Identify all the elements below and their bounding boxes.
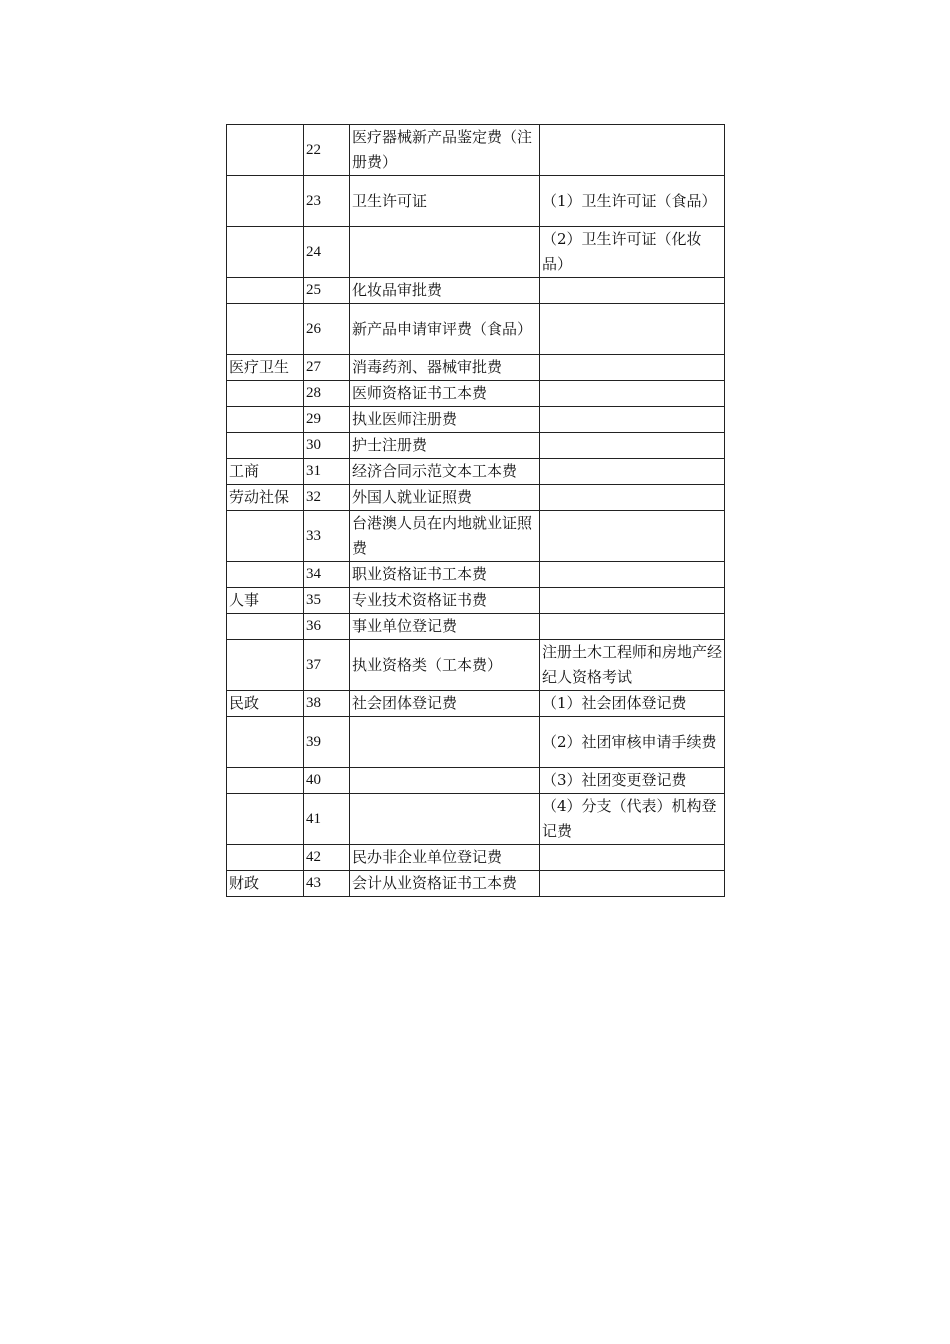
- number-cell: 28: [304, 381, 350, 407]
- fee-item-cell: 执业医师注册费: [350, 407, 540, 433]
- fee-table: [226, 124, 725, 897]
- number-cell: 26: [304, 304, 350, 355]
- table-row: [227, 562, 725, 588]
- number-cell: 36: [304, 614, 350, 640]
- table-row: [227, 459, 725, 485]
- table-row: [227, 691, 725, 717]
- number-cell: 41: [304, 794, 350, 845]
- fee-item-cell: 卫生许可证: [350, 176, 540, 227]
- table-row: [227, 355, 725, 381]
- fee-item-cell: 消毒药剂、器械审批费: [350, 355, 540, 381]
- department-cell: 医疗卫生: [227, 355, 304, 381]
- note-cell: [540, 871, 725, 897]
- note-cell: [540, 562, 725, 588]
- table-row: [227, 768, 725, 794]
- number-cell: 30: [304, 433, 350, 459]
- number-cell: 43: [304, 871, 350, 897]
- note-cell: [540, 278, 725, 304]
- number-cell: 27: [304, 355, 350, 381]
- fee-item-cell: 事业单位登记费: [350, 614, 540, 640]
- department-cell: [227, 304, 304, 355]
- number-cell: 40: [304, 768, 350, 794]
- note-cell: [540, 355, 725, 381]
- fee-item-cell: 专业技术资格证书费: [350, 588, 540, 614]
- fee-item-cell: 执业资格类（工本费）: [350, 640, 540, 691]
- fee-item-cell: [350, 794, 540, 845]
- department-cell: [227, 433, 304, 459]
- table-row: [227, 304, 725, 355]
- department-cell: 民政: [227, 691, 304, 717]
- table-row: [227, 614, 725, 640]
- fee-item-cell: [350, 717, 540, 768]
- department-cell: [227, 717, 304, 768]
- number-cell: 42: [304, 845, 350, 871]
- table-row: [227, 588, 725, 614]
- table-row: [227, 511, 725, 562]
- number-cell: 29: [304, 407, 350, 433]
- fee-item-cell: 护士注册费: [350, 433, 540, 459]
- department-cell: [227, 768, 304, 794]
- fee-item-cell: 医师资格证书工本费: [350, 381, 540, 407]
- table-row: [227, 640, 725, 691]
- department-cell: [227, 407, 304, 433]
- fee-item-cell: 台港澳人员在内地就业证照费: [350, 511, 540, 562]
- department-cell: [227, 562, 304, 588]
- department-cell: 工商: [227, 459, 304, 485]
- table-row: [227, 381, 725, 407]
- note-cell: [540, 125, 725, 176]
- fee-item-cell: 会计从业资格证书工本费: [350, 871, 540, 897]
- fee-item-cell: 化妆品审批费: [350, 278, 540, 304]
- note-cell: [540, 511, 725, 562]
- fee-item-cell: 民办非企业单位登记费: [350, 845, 540, 871]
- note-cell: [540, 381, 725, 407]
- department-cell: [227, 614, 304, 640]
- table-row: [227, 717, 725, 768]
- note-cell: [540, 304, 725, 355]
- fee-item-cell: 社会团体登记费: [350, 691, 540, 717]
- department-cell: [227, 278, 304, 304]
- note-cell: [540, 433, 725, 459]
- table-row: [227, 794, 725, 845]
- note-cell: （1）社会团体登记费: [540, 691, 725, 717]
- number-cell: 38: [304, 691, 350, 717]
- note-cell: [540, 459, 725, 485]
- note-cell: （4）分支（代表）机构登记费: [540, 794, 725, 845]
- note-cell: [540, 845, 725, 871]
- department-cell: [227, 640, 304, 691]
- department-cell: [227, 227, 304, 278]
- fee-table-body: [227, 125, 725, 897]
- note-cell: [540, 588, 725, 614]
- table-row: [227, 278, 725, 304]
- number-cell: 23: [304, 176, 350, 227]
- number-cell: 22: [304, 125, 350, 176]
- department-cell: 财政: [227, 871, 304, 897]
- number-cell: 31: [304, 459, 350, 485]
- table-row: [227, 845, 725, 871]
- department-cell: [227, 125, 304, 176]
- table-row: [227, 407, 725, 433]
- table-row: [227, 176, 725, 227]
- department-cell: 人事: [227, 588, 304, 614]
- table-row: [227, 871, 725, 897]
- table-row: [227, 125, 725, 176]
- number-cell: 25: [304, 278, 350, 304]
- number-cell: 39: [304, 717, 350, 768]
- department-cell: [227, 176, 304, 227]
- fee-item-cell: [350, 768, 540, 794]
- note-cell: [540, 407, 725, 433]
- fee-item-cell: [350, 227, 540, 278]
- department-cell: [227, 381, 304, 407]
- note-cell: （2）卫生许可证（化妆品）: [540, 227, 725, 278]
- number-cell: 37: [304, 640, 350, 691]
- note-cell: [540, 614, 725, 640]
- number-cell: 32: [304, 485, 350, 511]
- department-cell: [227, 794, 304, 845]
- note-cell: （3）社团变更登记费: [540, 768, 725, 794]
- note-cell: 注册土木工程师和房地产经纪人资格考试: [540, 640, 725, 691]
- fee-item-cell: 经济合同示范文本工本费: [350, 459, 540, 485]
- table-row: [227, 485, 725, 511]
- fee-item-cell: 新产品申请审评费（食品）: [350, 304, 540, 355]
- table-row: [227, 433, 725, 459]
- note-cell: [540, 485, 725, 511]
- department-cell: [227, 511, 304, 562]
- fee-item-cell: 职业资格证书工本费: [350, 562, 540, 588]
- fee-item-cell: 外国人就业证照费: [350, 485, 540, 511]
- number-cell: 34: [304, 562, 350, 588]
- number-cell: 35: [304, 588, 350, 614]
- note-cell: （2）社团审核申请手续费: [540, 717, 725, 768]
- note-cell: （1）卫生许可证（食品）: [540, 176, 725, 227]
- department-cell: 劳动社保: [227, 485, 304, 511]
- table-row: [227, 227, 725, 278]
- department-cell: [227, 845, 304, 871]
- fee-item-cell: 医疗器械新产品鉴定费（注册费）: [350, 125, 540, 176]
- number-cell: 33: [304, 511, 350, 562]
- number-cell: 24: [304, 227, 350, 278]
